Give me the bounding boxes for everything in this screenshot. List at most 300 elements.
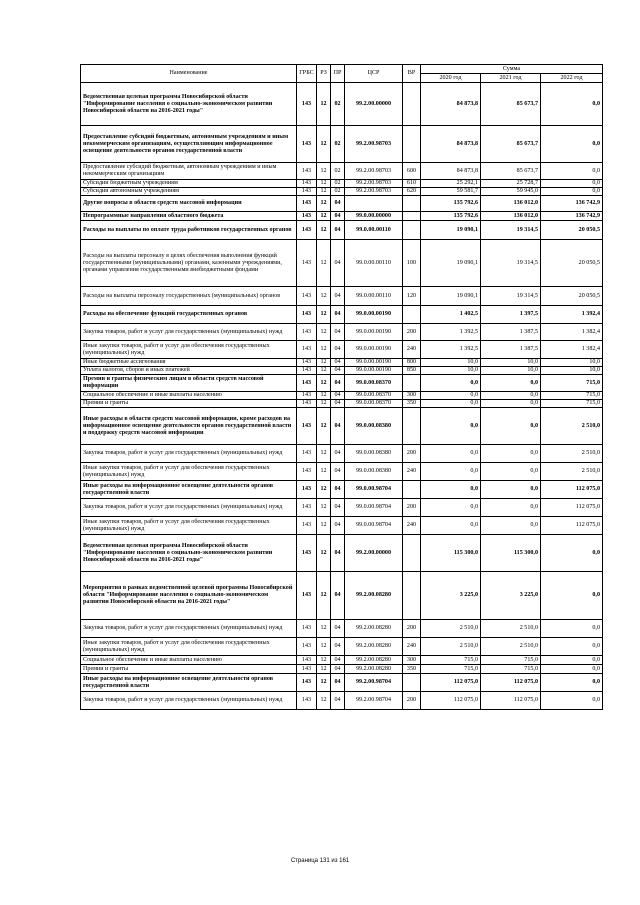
cell-pr: 04 bbox=[331, 400, 345, 408]
cell-csr: 99.2.00.00000 bbox=[345, 83, 403, 126]
cell-name: Ведомственная целевая программа Новосибирской области "Информирование населения о социально-экономическом развитии Новосибирской области на 2016-2021 годы" bbox=[81, 83, 297, 126]
cell-csr: 99.0.00.00190 bbox=[345, 306, 403, 324]
cell-y2020: 115 300,0 bbox=[421, 535, 481, 572]
cell-y2021: 85 673,7 bbox=[481, 163, 541, 180]
cell-csr: 99.0.00.00000 bbox=[345, 212, 403, 221]
cell-name: Другие вопросы в области средств массовой информации bbox=[81, 196, 297, 212]
table-row bbox=[81, 656, 603, 665]
cell-y2022: 112 075,0 bbox=[541, 517, 603, 535]
cell-vr: 200 bbox=[403, 692, 421, 710]
cell-y2022: 715,0 bbox=[541, 400, 603, 408]
cell-vr bbox=[403, 674, 421, 692]
cell-y2021: 112 075,0 bbox=[481, 674, 541, 692]
cell-pr: 04 bbox=[331, 306, 345, 324]
cell-y2020: 0,0 bbox=[421, 499, 481, 517]
cell-name: Социальное обеспечение и иные выплаты населению bbox=[81, 656, 297, 665]
cell-rz: 12 bbox=[317, 499, 331, 517]
cell-y2020: 84 873,8 bbox=[421, 126, 481, 163]
cell-y2022: 136 742,9 bbox=[541, 212, 603, 221]
header-pr: ПР bbox=[331, 65, 345, 83]
cell-grbs: 143 bbox=[297, 359, 317, 367]
header-vr: ВР bbox=[403, 65, 421, 83]
cell-name: Закупка товаров, работ и услуг для государственных (муниципальных) нужд bbox=[81, 324, 297, 341]
cell-vr bbox=[403, 481, 421, 499]
cell-vr: 200 bbox=[403, 324, 421, 341]
cell-vr: 100 bbox=[403, 240, 421, 287]
cell-y2020: 19 090,1 bbox=[421, 287, 481, 306]
cell-name: Иные расходы на информационное освещение деятельности органов государственной власти bbox=[81, 674, 297, 692]
cell-grbs: 143 bbox=[297, 517, 317, 535]
cell-y2020: 19 090,1 bbox=[421, 240, 481, 287]
cell-pr: 04 bbox=[331, 656, 345, 665]
cell-y2020: 0,0 bbox=[421, 517, 481, 535]
cell-y2022: 0,0 bbox=[541, 692, 603, 710]
cell-pr: 04 bbox=[331, 620, 345, 638]
cell-pr: 02 bbox=[331, 180, 345, 188]
cell-grbs: 143 bbox=[297, 221, 317, 240]
cell-grbs: 143 bbox=[297, 126, 317, 163]
cell-rz: 12 bbox=[317, 83, 331, 126]
cell-grbs: 143 bbox=[297, 572, 317, 620]
cell-csr: 99.0.00.08370 bbox=[345, 400, 403, 408]
cell-name: Иные закупки товаров, работ и услуг для обеспечения государственных (муниципальных) нужд bbox=[81, 341, 297, 359]
cell-grbs: 143 bbox=[297, 400, 317, 408]
cell-y2020: 2 510,0 bbox=[421, 620, 481, 638]
cell-y2021: 85 673,7 bbox=[481, 83, 541, 126]
cell-csr: 99.2.00.08280 bbox=[345, 656, 403, 665]
cell-csr: 99.0.00.00190 bbox=[345, 359, 403, 367]
cell-name: Иные закупки товаров, работ и услуг для обеспечения государственных (муниципальных) нужд bbox=[81, 517, 297, 535]
cell-rz: 12 bbox=[317, 367, 331, 375]
cell-vr: 610 bbox=[403, 180, 421, 188]
cell-y2022: 2 510,0 bbox=[541, 445, 603, 463]
cell-vr bbox=[403, 221, 421, 240]
cell-y2021: 59 945,0 bbox=[481, 188, 541, 196]
cell-name: Расходы на обеспечение функций государственных органов bbox=[81, 306, 297, 324]
cell-pr: 04 bbox=[331, 572, 345, 620]
cell-name: Мероприятия в рамках ведомственной целевой программы Новосибирской области "Информирование населения о социально-экономическом развитии Новосибирской области на 2016-2021 годы" bbox=[81, 572, 297, 620]
cell-y2022: 715,0 bbox=[541, 375, 603, 392]
cell-rz: 12 bbox=[317, 656, 331, 665]
cell-y2020: 135 792,6 bbox=[421, 212, 481, 221]
cell-y2021: 1 387,5 bbox=[481, 324, 541, 341]
cell-pr: 04 bbox=[331, 375, 345, 392]
cell-csr: 99.0.00.08380 bbox=[345, 408, 403, 445]
cell-y2022: 0,0 bbox=[541, 126, 603, 163]
table-row bbox=[81, 188, 603, 196]
cell-grbs: 143 bbox=[297, 620, 317, 638]
cell-vr bbox=[403, 306, 421, 324]
cell-grbs: 143 bbox=[297, 83, 317, 126]
cell-csr: 99.2.00.08280 bbox=[345, 620, 403, 638]
cell-y2020: 135 792,6 bbox=[421, 196, 481, 212]
cell-y2021: 1 397,5 bbox=[481, 306, 541, 324]
cell-y2021: 19 314,5 bbox=[481, 221, 541, 240]
cell-grbs: 143 bbox=[297, 638, 317, 656]
cell-grbs: 143 bbox=[297, 367, 317, 375]
cell-rz: 12 bbox=[317, 400, 331, 408]
cell-name: Социальное обеспечение и иные выплаты населению bbox=[81, 392, 297, 400]
cell-name: Премии и гранты bbox=[81, 665, 297, 674]
cell-csr: 99.0.00.08370 bbox=[345, 392, 403, 400]
cell-y2020: 112 075,0 bbox=[421, 674, 481, 692]
cell-y2022: 10,0 bbox=[541, 359, 603, 367]
cell-y2020: 1 392,5 bbox=[421, 341, 481, 359]
table-row bbox=[81, 83, 603, 126]
cell-pr: 04 bbox=[331, 674, 345, 692]
cell-name: Закупка товаров, работ и услуг для государственных (муниципальных) нужд bbox=[81, 692, 297, 710]
cell-rz: 12 bbox=[317, 620, 331, 638]
table-row bbox=[81, 665, 603, 674]
cell-grbs: 143 bbox=[297, 674, 317, 692]
header-grbs: ГРБС bbox=[297, 65, 317, 83]
cell-pr: 04 bbox=[331, 212, 345, 221]
cell-y2022: 0,0 bbox=[541, 83, 603, 126]
cell-rz: 12 bbox=[317, 306, 331, 324]
table-body bbox=[81, 83, 603, 710]
cell-grbs: 143 bbox=[297, 535, 317, 572]
cell-vr: 120 bbox=[403, 287, 421, 306]
cell-y2022: 136 742,9 bbox=[541, 196, 603, 212]
cell-pr: 04 bbox=[331, 359, 345, 367]
cell-name: Премии и гранты bbox=[81, 400, 297, 408]
cell-y2022: 1 382,4 bbox=[541, 341, 603, 359]
cell-rz: 12 bbox=[317, 463, 331, 481]
cell-rz: 12 bbox=[317, 180, 331, 188]
cell-vr: 240 bbox=[403, 517, 421, 535]
cell-csr: 99.0.00.98704 bbox=[345, 517, 403, 535]
table-header bbox=[81, 65, 603, 83]
table-row bbox=[81, 445, 603, 463]
cell-pr: 04 bbox=[331, 408, 345, 445]
cell-vr: 620 bbox=[403, 188, 421, 196]
header-rz: РЗ bbox=[317, 65, 331, 83]
table-row bbox=[81, 240, 603, 287]
cell-y2021: 0,0 bbox=[481, 392, 541, 400]
cell-vr: 200 bbox=[403, 445, 421, 463]
cell-pr: 04 bbox=[331, 692, 345, 710]
table-row bbox=[81, 163, 603, 180]
cell-y2022: 0,0 bbox=[541, 180, 603, 188]
cell-y2021: 115 300,0 bbox=[481, 535, 541, 572]
cell-name: Закупка товаров, работ и услуг для государственных (муниципальных) нужд bbox=[81, 445, 297, 463]
cell-name: Предоставление субсидий бюджетным, автономным учреждениям и иным некоммерческим организациям bbox=[81, 163, 297, 180]
cell-y2020: 715,0 bbox=[421, 665, 481, 674]
cell-y2020: 0,0 bbox=[421, 392, 481, 400]
table-row bbox=[81, 221, 603, 240]
cell-y2020: 25 292,1 bbox=[421, 180, 481, 188]
cell-rz: 12 bbox=[317, 240, 331, 287]
cell-rz: 12 bbox=[317, 188, 331, 196]
cell-y2021: 10,0 bbox=[481, 359, 541, 367]
cell-name: Непрограммные направления областного бюджета bbox=[81, 212, 297, 221]
cell-grbs: 143 bbox=[297, 408, 317, 445]
cell-y2022: 20 050,5 bbox=[541, 240, 603, 287]
cell-vr: 350 bbox=[403, 665, 421, 674]
cell-pr: 04 bbox=[331, 499, 345, 517]
cell-y2022: 112 075,0 bbox=[541, 499, 603, 517]
cell-y2022: 0,0 bbox=[541, 188, 603, 196]
cell-grbs: 143 bbox=[297, 180, 317, 188]
cell-csr: 99.2.00.98704 bbox=[345, 674, 403, 692]
table-row bbox=[81, 375, 603, 392]
cell-rz: 12 bbox=[317, 341, 331, 359]
cell-y2020: 0,0 bbox=[421, 445, 481, 463]
cell-name: Премии и гранты физическим лицам в области средств массовой информации bbox=[81, 375, 297, 392]
cell-y2020: 0,0 bbox=[421, 375, 481, 392]
cell-name: Иные расходы в области средств массовой информации, кроме расходов на информационное освещение деятельности органов государственной власти и поддержку средств массовой информации bbox=[81, 408, 297, 445]
cell-name: Субсидии автономным учреждениям bbox=[81, 188, 297, 196]
table-row bbox=[81, 196, 603, 212]
cell-vr: 300 bbox=[403, 392, 421, 400]
cell-rz: 12 bbox=[317, 196, 331, 212]
cell-vr: 350 bbox=[403, 400, 421, 408]
cell-y2021: 25 728,7 bbox=[481, 180, 541, 188]
cell-rz: 12 bbox=[317, 517, 331, 535]
cell-rz: 12 bbox=[317, 392, 331, 400]
cell-pr: 04 bbox=[331, 445, 345, 463]
cell-y2022: 1 382,4 bbox=[541, 324, 603, 341]
cell-vr: 240 bbox=[403, 638, 421, 656]
cell-y2020: 0,0 bbox=[421, 408, 481, 445]
cell-y2020: 0,0 bbox=[421, 463, 481, 481]
table-row bbox=[81, 212, 603, 221]
cell-csr: 99.0.00.00110 bbox=[345, 221, 403, 240]
budget-table bbox=[80, 64, 603, 710]
cell-csr: 99.2.00.00000 bbox=[345, 535, 403, 572]
cell-y2022: 10,0 bbox=[541, 367, 603, 375]
cell-y2022: 0,0 bbox=[541, 620, 603, 638]
header-2022: 2022 год bbox=[541, 74, 603, 83]
cell-y2021: 0,0 bbox=[481, 481, 541, 499]
cell-grbs: 143 bbox=[297, 188, 317, 196]
cell-grbs: 143 bbox=[297, 692, 317, 710]
cell-rz: 12 bbox=[317, 212, 331, 221]
cell-y2021: 85 673,7 bbox=[481, 126, 541, 163]
cell-csr: 99.2.00.08280 bbox=[345, 665, 403, 674]
cell-y2022: 0,0 bbox=[541, 656, 603, 665]
cell-csr: 99.0.00.08380 bbox=[345, 445, 403, 463]
cell-y2021: 0,0 bbox=[481, 445, 541, 463]
cell-y2020: 10,0 bbox=[421, 367, 481, 375]
cell-vr bbox=[403, 196, 421, 212]
cell-name: Расходы на выплаты персоналу в целях обеспечения выполнения функций государственными (муниципальными) органами, казенными учреждениями, органами управления государственными внебюджетными фондами bbox=[81, 240, 297, 287]
cell-y2021: 1 387,5 bbox=[481, 341, 541, 359]
cell-y2020: 84 873,8 bbox=[421, 83, 481, 126]
cell-y2021: 10,0 bbox=[481, 367, 541, 375]
cell-vr: 600 bbox=[403, 163, 421, 180]
table-row bbox=[81, 306, 603, 324]
cell-grbs: 143 bbox=[297, 287, 317, 306]
table-row bbox=[81, 359, 603, 367]
table-row bbox=[81, 692, 603, 710]
cell-vr: 300 bbox=[403, 656, 421, 665]
cell-y2021: 2 510,0 bbox=[481, 638, 541, 656]
cell-y2020: 0,0 bbox=[421, 481, 481, 499]
cell-pr: 04 bbox=[331, 287, 345, 306]
cell-y2020: 3 225,0 bbox=[421, 572, 481, 620]
header-csr: ЦСР bbox=[345, 65, 403, 83]
cell-rz: 12 bbox=[317, 287, 331, 306]
cell-grbs: 143 bbox=[297, 324, 317, 341]
cell-y2020: 715,0 bbox=[421, 656, 481, 665]
cell-pr: 04 bbox=[331, 517, 345, 535]
cell-y2020: 84 873,8 bbox=[421, 163, 481, 180]
cell-csr: 99.0.00.00110 bbox=[345, 240, 403, 287]
cell-vr: 850 bbox=[403, 367, 421, 375]
cell-y2020: 2 510,0 bbox=[421, 638, 481, 656]
header-sum: Сумма bbox=[421, 65, 603, 74]
cell-y2021: 136 012,0 bbox=[481, 196, 541, 212]
cell-vr bbox=[403, 126, 421, 163]
cell-csr: 99.2.00.98703 bbox=[345, 126, 403, 163]
cell-pr: 02 bbox=[331, 126, 345, 163]
cell-grbs: 143 bbox=[297, 341, 317, 359]
cell-vr bbox=[403, 572, 421, 620]
cell-vr: 200 bbox=[403, 620, 421, 638]
cell-grbs: 143 bbox=[297, 481, 317, 499]
cell-y2021: 0,0 bbox=[481, 408, 541, 445]
cell-name: Субсидии бюджетным учреждениям bbox=[81, 180, 297, 188]
cell-csr: 99.0.00.98704 bbox=[345, 481, 403, 499]
cell-pr: 04 bbox=[331, 638, 345, 656]
cell-y2021: 112 075,0 bbox=[481, 692, 541, 710]
table-row bbox=[81, 392, 603, 400]
cell-vr: 240 bbox=[403, 341, 421, 359]
table-row bbox=[81, 408, 603, 445]
cell-y2022: 0,0 bbox=[541, 665, 603, 674]
page-number: Страница 131 из 161 bbox=[290, 858, 350, 864]
cell-y2022: 0,0 bbox=[541, 572, 603, 620]
cell-y2021: 0,0 bbox=[481, 375, 541, 392]
cell-grbs: 143 bbox=[297, 665, 317, 674]
table-row bbox=[81, 324, 603, 341]
cell-vr: 240 bbox=[403, 463, 421, 481]
cell-grbs: 143 bbox=[297, 196, 317, 212]
cell-y2021: 0,0 bbox=[481, 463, 541, 481]
cell-pr: 02 bbox=[331, 188, 345, 196]
cell-pr: 04 bbox=[331, 367, 345, 375]
cell-vr bbox=[403, 375, 421, 392]
cell-rz: 12 bbox=[317, 572, 331, 620]
cell-y2021: 19 314,5 bbox=[481, 240, 541, 287]
cell-y2022: 0,0 bbox=[541, 638, 603, 656]
cell-y2021: 136 012,0 bbox=[481, 212, 541, 221]
cell-y2020: 1 402,5 bbox=[421, 306, 481, 324]
cell-rz: 12 bbox=[317, 674, 331, 692]
cell-csr: 99.2.00.98703 bbox=[345, 188, 403, 196]
cell-rz: 12 bbox=[317, 535, 331, 572]
cell-y2020: 1 392,5 bbox=[421, 324, 481, 341]
cell-pr: 04 bbox=[331, 221, 345, 240]
cell-y2021: 0,0 bbox=[481, 499, 541, 517]
cell-y2020: 112 075,0 bbox=[421, 692, 481, 710]
cell-y2022: 20 050,5 bbox=[541, 287, 603, 306]
table-row bbox=[81, 287, 603, 306]
cell-y2022: 715,0 bbox=[541, 392, 603, 400]
cell-pr: 04 bbox=[331, 392, 345, 400]
cell-y2022: 0,0 bbox=[541, 535, 603, 572]
cell-name: Иные бюджетные ассигнования bbox=[81, 359, 297, 367]
cell-csr: 99.0.00.00190 bbox=[345, 341, 403, 359]
table-row bbox=[81, 180, 603, 188]
cell-y2021: 0,0 bbox=[481, 517, 541, 535]
cell-name: Предоставление субсидий бюджетным, автономным учреждениям и иным некоммерческим организациям, осуществляющим информационное освещение деятельности органов государственной власти bbox=[81, 126, 297, 163]
cell-csr: 99.0.00.98704 bbox=[345, 499, 403, 517]
cell-grbs: 143 bbox=[297, 463, 317, 481]
header-2021: 2021 год bbox=[481, 74, 541, 83]
cell-pr: 04 bbox=[331, 665, 345, 674]
cell-y2020: 10,0 bbox=[421, 359, 481, 367]
cell-grbs: 143 bbox=[297, 240, 317, 287]
table-row bbox=[81, 499, 603, 517]
cell-pr: 04 bbox=[331, 463, 345, 481]
cell-vr bbox=[403, 83, 421, 126]
cell-grbs: 143 bbox=[297, 306, 317, 324]
table-row bbox=[81, 481, 603, 499]
cell-y2020: 0,0 bbox=[421, 400, 481, 408]
cell-rz: 12 bbox=[317, 359, 331, 367]
cell-y2020: 59 581,7 bbox=[421, 188, 481, 196]
cell-csr: 99.0.00.00190 bbox=[345, 367, 403, 375]
cell-y2021: 0,0 bbox=[481, 400, 541, 408]
table-row bbox=[81, 126, 603, 163]
cell-y2020: 19 090,1 bbox=[421, 221, 481, 240]
cell-rz: 12 bbox=[317, 163, 331, 180]
cell-vr bbox=[403, 408, 421, 445]
cell-vr: 800 bbox=[403, 359, 421, 367]
cell-grbs: 143 bbox=[297, 656, 317, 665]
cell-vr bbox=[403, 212, 421, 221]
cell-y2022: 112 075,0 bbox=[541, 481, 603, 499]
cell-vr: 200 bbox=[403, 499, 421, 517]
cell-csr: 99.2.00.98704 bbox=[345, 692, 403, 710]
cell-name: Ведомственная целевая программа Новосибирской области "Информирование населения о социально-экономическом развитии Новосибирской области на 2016-2021 годы" bbox=[81, 535, 297, 572]
table-row bbox=[81, 674, 603, 692]
cell-rz: 12 bbox=[317, 126, 331, 163]
cell-rz: 12 bbox=[317, 221, 331, 240]
cell-name: Уплата налогов, сборов и иных платежей bbox=[81, 367, 297, 375]
cell-pr: 04 bbox=[331, 535, 345, 572]
cell-rz: 12 bbox=[317, 638, 331, 656]
cell-grbs: 143 bbox=[297, 392, 317, 400]
cell-y2022: 20 050,5 bbox=[541, 221, 603, 240]
cell-y2022: 2 510,0 bbox=[541, 463, 603, 481]
cell-rz: 12 bbox=[317, 665, 331, 674]
cell-pr: 04 bbox=[331, 324, 345, 341]
cell-csr: 99.2.00.98703 bbox=[345, 163, 403, 180]
cell-csr: 99.0.00.00110 bbox=[345, 287, 403, 306]
cell-pr: 02 bbox=[331, 83, 345, 126]
table-row bbox=[81, 572, 603, 620]
cell-y2022: 2 510,0 bbox=[541, 408, 603, 445]
cell-name: Иные закупки товаров, работ и услуг для обеспечения государственных (муниципальных) нужд bbox=[81, 638, 297, 656]
cell-rz: 12 bbox=[317, 408, 331, 445]
table-row bbox=[81, 517, 603, 535]
cell-grbs: 143 bbox=[297, 163, 317, 180]
header-2020: 2020 год bbox=[421, 74, 481, 83]
cell-grbs: 143 bbox=[297, 375, 317, 392]
table-row bbox=[81, 638, 603, 656]
table-row bbox=[81, 367, 603, 375]
cell-vr bbox=[403, 535, 421, 572]
cell-y2022: 0,0 bbox=[541, 163, 603, 180]
table-row bbox=[81, 400, 603, 408]
cell-y2021: 3 225,0 bbox=[481, 572, 541, 620]
cell-rz: 12 bbox=[317, 692, 331, 710]
table-row bbox=[81, 535, 603, 572]
table-row bbox=[81, 463, 603, 481]
